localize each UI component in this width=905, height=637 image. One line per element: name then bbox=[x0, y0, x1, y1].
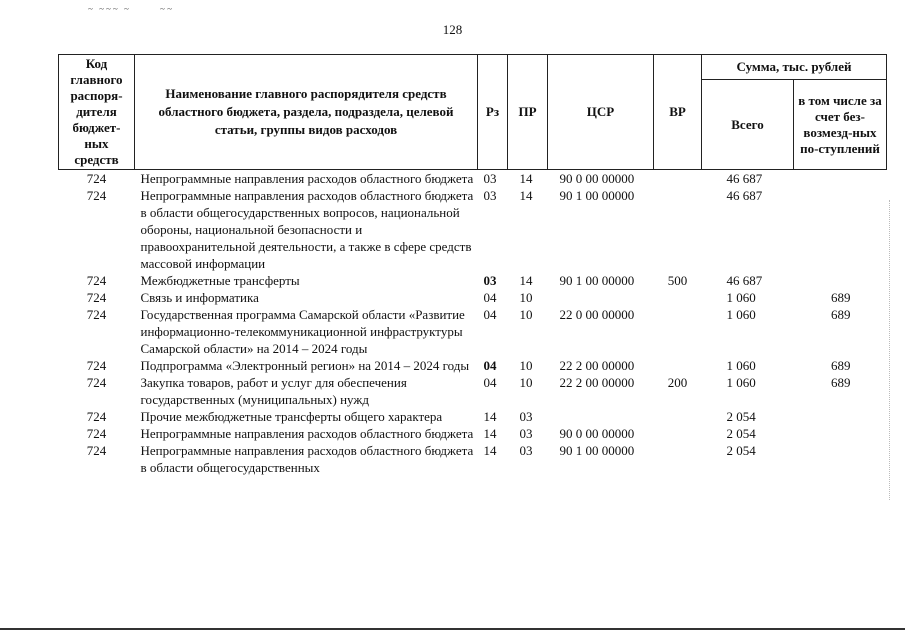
table-row bbox=[59, 272, 887, 289]
cell-rz: 04 bbox=[483, 358, 497, 373]
scan-edge bbox=[889, 200, 891, 500]
cell-csr: 90 1 00 00000 bbox=[559, 443, 635, 458]
cell-csr: 90 1 00 00000 bbox=[559, 273, 635, 288]
table-row bbox=[59, 170, 887, 188]
cell-pr: 03 bbox=[519, 409, 533, 424]
cell-pr: 10 bbox=[519, 358, 533, 373]
cell-name: Непрограммные направления расходов областного бюджета в области общегосударственных вопросов, национальной обороны, национальной безопасности и правоохранительной деятельности, а также в сфере средств массовой информации bbox=[140, 188, 474, 271]
cell-total: 1 060 bbox=[726, 358, 756, 373]
header-vr: ВР bbox=[654, 55, 702, 170]
cell-csr: 22 2 00 00000 bbox=[559, 358, 635, 373]
scan-artifact: ~ ~ bbox=[160, 4, 172, 14]
cell-rz: 03 bbox=[483, 273, 497, 288]
scan-artifact: ~ ~~~ ~ bbox=[88, 4, 131, 14]
cell-pr: 03 bbox=[519, 443, 533, 458]
cell-total: 46 687 bbox=[726, 273, 763, 288]
table-row bbox=[59, 425, 887, 442]
table-row bbox=[59, 306, 887, 357]
table-row bbox=[59, 187, 887, 272]
cell-pr: 03 bbox=[519, 426, 533, 441]
cell-vr bbox=[654, 187, 702, 272]
cell-total: 46 687 bbox=[726, 171, 763, 186]
table-row bbox=[59, 408, 887, 425]
cell-csr bbox=[548, 408, 654, 425]
cell-free: 689 bbox=[831, 307, 851, 322]
cell-code: 724 bbox=[86, 443, 107, 458]
table-header bbox=[59, 55, 887, 170]
cell-name: Межбюджетные трансферты bbox=[140, 273, 300, 288]
cell-vr bbox=[654, 289, 702, 306]
cell-code: 724 bbox=[86, 290, 107, 305]
cell-pr: 14 bbox=[519, 273, 533, 288]
cell-csr: 22 2 00 00000 bbox=[559, 375, 635, 390]
cell-vr bbox=[654, 170, 702, 188]
cell-rz: 14 bbox=[483, 409, 497, 424]
header-total: Всего bbox=[702, 80, 794, 170]
cell-code: 724 bbox=[86, 273, 107, 288]
cell-vr bbox=[654, 425, 702, 442]
header-free: в том числе за счет без-возмезд-ных по-ступлений bbox=[794, 80, 887, 170]
cell-rz: 14 bbox=[483, 443, 497, 458]
cell-pr: 10 bbox=[519, 290, 533, 305]
table-body bbox=[59, 170, 887, 477]
cell-total: 2 054 bbox=[726, 409, 756, 424]
cell-total: 46 687 bbox=[726, 188, 763, 203]
cell-total: 2 054 bbox=[726, 426, 756, 441]
cell-rz: 04 bbox=[483, 290, 497, 305]
cell-name: Прочие межбюджетные трансферты общего характера bbox=[140, 409, 443, 424]
cell-rz: 04 bbox=[483, 375, 497, 390]
header-name: Наименование главного распорядителя средств областного бюджета, раздела, подраздела, целевой статьи, группы видов расходов bbox=[135, 55, 478, 170]
header-sum-group: Сумма, тыс. рублей bbox=[702, 55, 887, 80]
cell-vr bbox=[654, 408, 702, 425]
cell-csr: 90 0 00 00000 bbox=[559, 171, 635, 186]
table-row bbox=[59, 357, 887, 374]
cell-free bbox=[794, 187, 887, 272]
cell-total: 2 054 bbox=[726, 443, 756, 458]
table-row bbox=[59, 442, 887, 476]
cell-name: Подпрограмма «Электронный регион» на 2014 – 2024 годы bbox=[140, 358, 470, 373]
cell-vr bbox=[654, 442, 702, 476]
cell-rz: 14 bbox=[483, 426, 497, 441]
cell-csr bbox=[548, 289, 654, 306]
cell-total: 1 060 bbox=[726, 375, 756, 390]
table-row bbox=[59, 289, 887, 306]
cell-rz: 03 bbox=[483, 171, 497, 186]
header-code: Код главного распоря-дителя бюджет-ных средств bbox=[59, 55, 135, 170]
cell-code: 724 bbox=[86, 171, 107, 186]
cell-free bbox=[794, 442, 887, 476]
cell-name: Связь и информатика bbox=[140, 290, 259, 305]
cell-name: Непрограммные направления расходов областного бюджета bbox=[140, 171, 474, 186]
cell-code: 724 bbox=[86, 409, 107, 424]
cell-free bbox=[794, 425, 887, 442]
cell-code: 724 bbox=[86, 307, 107, 322]
cell-pr: 10 bbox=[519, 307, 533, 322]
page-bottom-edge bbox=[0, 628, 905, 630]
cell-code: 724 bbox=[86, 426, 107, 441]
cell-name: Непрограммные направления расходов областного бюджета в области общегосударственных bbox=[140, 443, 474, 475]
header-csr: ЦСР bbox=[548, 55, 654, 170]
cell-csr: 90 1 00 00000 bbox=[559, 188, 635, 203]
cell-csr: 90 0 00 00000 bbox=[559, 426, 635, 441]
cell-free bbox=[794, 272, 887, 289]
cell-name: Закупка товаров, работ и услуг для обеспечения государственных (муниципальных) нужд bbox=[140, 375, 407, 407]
cell-total: 1 060 bbox=[726, 307, 756, 322]
cell-pr: 14 bbox=[519, 188, 533, 203]
cell-free: 689 bbox=[831, 375, 851, 390]
cell-vr: 200 bbox=[667, 375, 688, 390]
cell-free bbox=[794, 408, 887, 425]
header-rz: Рз bbox=[478, 55, 508, 170]
page-number: 128 bbox=[442, 22, 463, 37]
cell-total: 1 060 bbox=[726, 290, 756, 305]
cell-pr: 10 bbox=[519, 375, 533, 390]
cell-name: Непрограммные направления расходов областного бюджета bbox=[140, 426, 474, 441]
header-pr: ПР bbox=[508, 55, 548, 170]
cell-code: 724 bbox=[86, 375, 107, 390]
cell-csr: 22 0 00 00000 bbox=[559, 307, 635, 322]
cell-pr: 14 bbox=[519, 171, 533, 186]
cell-vr: 500 bbox=[667, 273, 688, 288]
budget-table bbox=[58, 54, 887, 476]
cell-free bbox=[794, 170, 887, 188]
cell-free: 689 bbox=[831, 290, 851, 305]
cell-rz: 03 bbox=[483, 188, 497, 203]
table-row bbox=[59, 374, 887, 408]
cell-code: 724 bbox=[86, 358, 107, 373]
cell-vr bbox=[654, 357, 702, 374]
cell-rz: 04 bbox=[483, 307, 497, 322]
cell-free: 689 bbox=[831, 358, 851, 373]
cell-code: 724 bbox=[86, 188, 107, 203]
cell-vr bbox=[654, 306, 702, 357]
cell-name: Государственная программа Самарской области «Развитие информационно-телекоммуникационной инфраструктуры Самарской области» на 2014 – 2024 годы bbox=[140, 307, 465, 356]
